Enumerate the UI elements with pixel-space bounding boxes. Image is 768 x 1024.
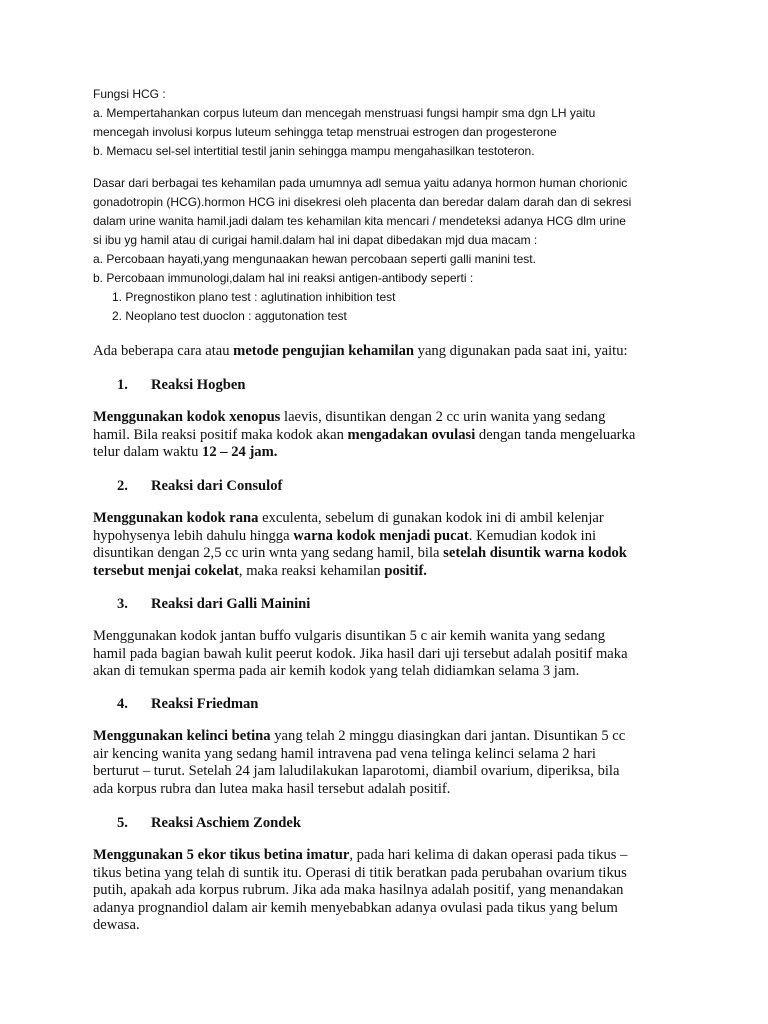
section-title: Reaksi Friedman: [151, 696, 259, 712]
text: telur dalam waktu: [93, 444, 203, 460]
text: air kencing wanita yang sedang hamil intravena pad vena telinga kelinci selama 2 hari: [93, 745, 596, 762]
hcg-point-b: b. Memacu sel-sel intertitial testil janin sehingga mampu mengahasilkan testoteron.: [93, 144, 535, 158]
text: hamil pada bagian bawah kulit peerut kodok. Jika hasil dari uji tersebut adalah positif maka: [93, 645, 628, 662]
bold-text: warna kodok menjadi pucat: [293, 527, 469, 544]
section-title: Reaksi dari Consulof: [151, 478, 283, 494]
basis-line: gonadotropin (HCG).hormon HCG ini disekresi oleh placenta dan beredar dalam darah dan di sekresi: [93, 195, 632, 209]
bold-text: Menggunakan kodok rana: [93, 510, 259, 526]
section-number: 2.: [117, 478, 128, 494]
section-line: [93, 917, 703, 935]
text: yang telah 2 minggu diasingkan dari jantan. Disuntikan 5 cc: [270, 728, 626, 744]
section-line: [93, 865, 703, 883]
text: adanya prognandiol dalam air kemih menyebabkan adanya ovulasi pada tikus yang belum: [93, 899, 618, 916]
section-title: Reaksi Aschiem Zondek: [151, 815, 302, 831]
section-number: 3.: [117, 596, 128, 612]
section-line: [93, 728, 703, 746]
immunology-test-item: 2. Neoplano test duoclon : aggutonation test: [112, 309, 347, 323]
section-title: Reaksi Hogben: [151, 377, 246, 393]
intro-text: Ada beberapa cara atau: [93, 343, 234, 359]
text: hamil. Bila reaksi positif maka kodok akan: [93, 426, 348, 443]
section-line: [93, 646, 703, 664]
section-line: [93, 444, 703, 462]
bold-text: tersebut menjai cokelat: [93, 562, 239, 579]
section-line: [93, 510, 703, 528]
text: akan di temukan sperma pada air kemih kodok yang telah didiamkan selama 3 jam.: [93, 663, 580, 679]
section-line: [93, 900, 703, 918]
methods-intro: [93, 343, 703, 361]
section-line: [93, 781, 703, 799]
section-body-consulof: [93, 510, 703, 580]
bold-text: Menggunakan kelinci betina: [93, 728, 271, 744]
text: . Kemudian kodok ini: [468, 527, 597, 544]
intro-text-end: yang digunakan pada saat ini, yaitu:: [414, 343, 628, 359]
section-heading-friedman: [117, 696, 677, 714]
section-heading-consulof: [117, 478, 677, 496]
section-body-aschiem-zondek: [93, 847, 703, 935]
section-body-galli-mainini: [93, 628, 703, 681]
section-line: [93, 663, 703, 681]
section-number: 4.: [117, 696, 128, 712]
section-heading-hogben: [117, 377, 677, 395]
pregnancy-test-basis-block: [93, 174, 703, 326]
section-line: [93, 427, 703, 445]
section-body-hogben: [93, 409, 703, 462]
text: disuntikan dengan 2,5 cc urin wnta yang sedang hamil, bila: [93, 545, 444, 561]
bold-text: Menggunakan kodok xenopus: [93, 409, 281, 425]
bold-text: positif.: [384, 562, 427, 579]
text: tikus betina yang telah di suntik itu. Operasi di titik beratkan pada perubahan ovarium tikus: [93, 864, 627, 881]
section-number: 1.: [117, 377, 128, 393]
intro-bold-text: metode pengujian kehamilan: [233, 343, 414, 359]
bold-text: 12 – 24 jam.: [202, 444, 278, 460]
basis-line: si ibu yg hamil atau di curigai hamil.dalam hal ini dapat dibedakan mjd dua macam :: [93, 233, 538, 247]
section-heading-galli-mainini: [117, 596, 677, 614]
text: dewasa.: [93, 917, 140, 933]
basis-line: Dasar dari berbagai tes kehamilan pada umumnya adl semua yaitu adanya hormon human chorionic: [93, 176, 628, 190]
section-line: [93, 882, 703, 900]
text: , pada hari kelima di dakan operasi pada tikus –: [349, 847, 628, 863]
text: ada korpus rubra dan lutea maka hasil tersebut adalah positif.: [93, 780, 451, 797]
section-body-friedman: [93, 728, 703, 798]
immunology-test-item: 1. Pregnostikon plano test : aglutination inhibition test: [112, 290, 396, 304]
bold-text: mengadakan ovulasi: [347, 426, 476, 443]
text: hypohysenya lebih dahulu hingga: [93, 527, 294, 544]
text: berturut – turut. Setelah 24 jam laludilakukan laparotomi, diambil ovarium, diperiksa, bila: [93, 763, 620, 779]
section-line: [93, 763, 703, 781]
section-line: [93, 528, 703, 546]
section-title: Reaksi dari Galli Mainini: [151, 596, 311, 612]
bold-text: setelah disuntik warna kodok: [443, 545, 627, 561]
basis-line: b. Percobaan immunologi,dalam hal ini reaksi antigen-antibody seperti :: [93, 271, 474, 285]
basis-line: dalam urine wanita hamil.jadi dalam tes kehamilan kita mencari / mendeteksi adanya HCG dlm urine: [93, 214, 626, 228]
text: putih, apakah ada korpus rubrum. Jika ada maka hasilnya adalah positif, yang menandakan: [93, 882, 624, 898]
section-line: [93, 563, 703, 581]
text: exculenta, sebelum di gunakan kodok ini di ambil kelenjar: [258, 510, 604, 526]
text: dengan tanda mengeluarka: [475, 426, 636, 443]
section-line: [93, 545, 703, 563]
basis-line: a. Percobaan hayati,yang mengunaakan hewan percobaan seperti galli manini test.: [93, 252, 536, 266]
text: Menggunakan kodok jantan buffo vulgaris disuntikan 5 c air kemih wanita yang sedang: [93, 628, 606, 644]
hcg-function-block: [93, 85, 693, 161]
section-heading-aschiem-zondek: [117, 815, 677, 833]
hcg-point-a-continued: mencegah involusi korpus luteum sehingga tetap menstruai estrogen dan progesterone: [93, 125, 557, 139]
section-line: [93, 746, 703, 764]
section-line: [93, 409, 703, 427]
section-line: [93, 847, 703, 865]
hcg-point-a: a. Mempertahankan corpus luteum dan mencegah menstruasi fungsi hampir sma dgn LH yaitu: [93, 106, 596, 120]
section-line: [93, 628, 703, 646]
hcg-title: Fungsi HCG :: [93, 87, 166, 101]
bold-text: Menggunakan 5 ekor tikus betina imatur: [93, 847, 350, 863]
section-number: 5.: [117, 815, 128, 831]
text: , maka reaksi kehamilan: [238, 562, 385, 579]
text: laevis, disuntikan dengan 2 cc urin wanita yang sedang: [280, 409, 606, 425]
